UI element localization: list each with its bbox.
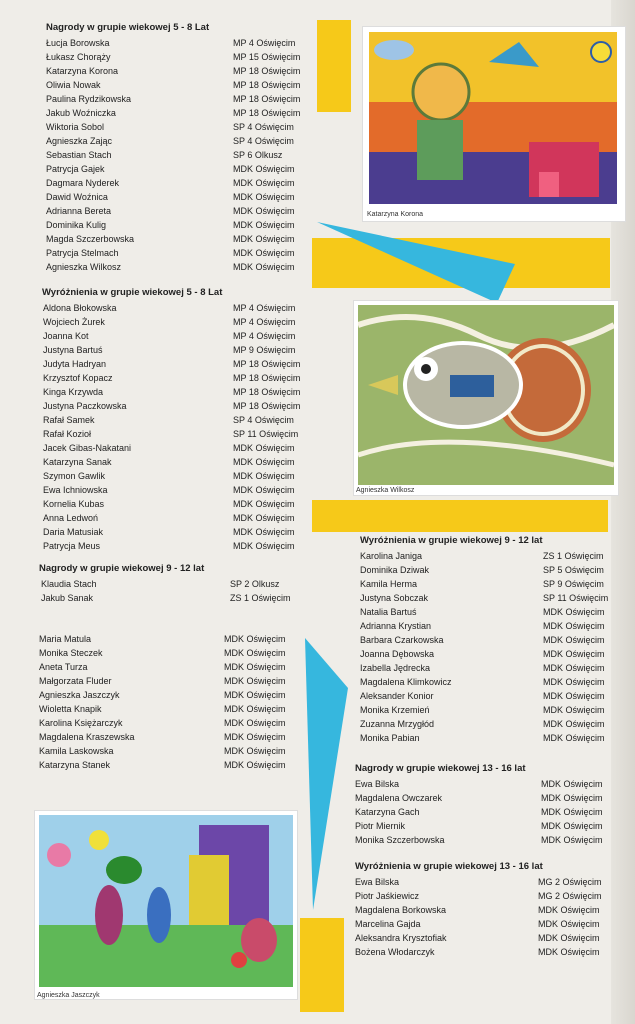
section-heading: Wyróżnienia w grupie wiekowej 9 - 12 lat xyxy=(360,535,543,546)
participant-name: Marcelina Gajda xyxy=(355,919,421,929)
photo-caption: Agnieszka Jaszczyk xyxy=(37,992,100,999)
participant-name: Wojciech Żurek xyxy=(43,317,105,327)
list-item xyxy=(40,204,310,218)
list-item xyxy=(38,702,308,716)
section-heading: Nagrody w grupie wiekowej 5 - 8 Lat xyxy=(46,22,210,33)
list-item xyxy=(40,50,310,64)
participant-name: Judyta Hadryan xyxy=(43,359,107,369)
school-name: MDK Oświęcim xyxy=(538,919,600,929)
participant-name: Agnieszka Jaszczyk xyxy=(39,690,120,700)
list-item xyxy=(38,660,308,674)
participant-name: Klaudia Stach xyxy=(41,579,97,589)
participant-name: Magdalena Kraszewska xyxy=(39,732,135,742)
awards-section-9-12-continued xyxy=(38,632,308,772)
list-item xyxy=(355,791,615,805)
school-name: MDK Oświęcim xyxy=(233,499,295,509)
school-name: MDK Oświęcim xyxy=(233,443,295,453)
school-name: MDK Oświęcim xyxy=(224,718,286,728)
participant-name: Wioletta Knapik xyxy=(39,704,102,714)
list-item xyxy=(38,730,308,744)
list-item xyxy=(355,777,615,791)
distinctions-section-5-8 xyxy=(40,287,310,553)
school-name: SP 6 Olkusz xyxy=(233,150,283,160)
participant-name: Aldona Błokowska xyxy=(43,303,117,313)
list-item xyxy=(38,688,308,702)
school-name: MDK Oświęcim xyxy=(233,527,295,537)
participant-name: Paulina Rydzikowska xyxy=(46,94,132,104)
list-item xyxy=(40,413,310,427)
school-name: MP 18 Oświęcim xyxy=(233,108,301,118)
school-name: SP 2 Olkusz xyxy=(230,579,280,589)
list-item xyxy=(358,619,618,633)
participant-name: Wiktoria Sobol xyxy=(46,122,105,132)
participant-name: Jacek Gibas-Nakatani xyxy=(43,443,132,453)
list-item xyxy=(40,106,310,120)
participant-name: Justyna Paczkowska xyxy=(43,401,127,411)
list-item xyxy=(358,549,618,563)
section-heading: Wyróżnienia w grupie wiekowej 13 - 16 lat xyxy=(355,861,543,872)
participant-name: Ewa Bilska xyxy=(355,779,400,789)
participant-name: Joanna Kot xyxy=(43,331,89,341)
school-name: MDK Oświęcim xyxy=(233,457,295,467)
participant-name: Piotr Miernik xyxy=(355,821,406,831)
participant-name: Piotr Jaśkiewicz xyxy=(355,891,420,901)
list-item xyxy=(40,78,310,92)
participant-name: Małgorzata Fluder xyxy=(39,676,112,686)
participant-name: Ewa Ichniowska xyxy=(43,485,108,495)
participant-name: Karolina Janiga xyxy=(360,551,423,561)
section-heading: Wyróżnienia w grupie wiekowej 5 - 8 Lat xyxy=(42,287,223,298)
school-name: MDK Oświęcim xyxy=(541,779,603,789)
school-name: MDK Oświęcim xyxy=(224,634,286,644)
list-item xyxy=(40,162,310,176)
list-item xyxy=(40,399,310,413)
participant-name: Dominika Kulig xyxy=(46,220,107,230)
school-name: MDK Oświęcim xyxy=(224,704,286,714)
list-item xyxy=(38,716,308,730)
participant-name: Oliwia Nowak xyxy=(46,80,101,90)
list-item xyxy=(40,577,310,591)
school-name: MDK Oświęcim xyxy=(538,933,600,943)
list-item xyxy=(40,511,310,525)
participant-name: Magdalena Klimkowicz xyxy=(360,677,452,687)
participant-name: Rafał Samek xyxy=(43,415,95,425)
list-item xyxy=(358,717,618,731)
school-name: ZS 1 Oświęcim xyxy=(230,593,291,603)
participant-name: Katarzyna Sanak xyxy=(43,457,112,467)
school-name: MDK Oświęcim xyxy=(233,485,295,495)
school-name: MDK Oświęcim xyxy=(224,760,286,770)
participant-name: Kamila Herma xyxy=(360,579,418,589)
list-item xyxy=(358,661,618,675)
school-name: MDK Oświęcim xyxy=(224,746,286,756)
list-item xyxy=(358,689,618,703)
list-item xyxy=(355,819,615,833)
school-name: MDK Oświęcim xyxy=(233,541,295,551)
school-name: MP 18 Oświęcim xyxy=(233,387,301,397)
school-name: MDK Oświęcim xyxy=(224,732,286,742)
school-name: SP 4 Oświęcim xyxy=(233,122,294,132)
school-name: MDK Oświęcim xyxy=(224,676,286,686)
school-name: MDK Oświęcim xyxy=(541,793,603,803)
participant-name: Agnieszka Wilkosz xyxy=(46,262,122,272)
artwork-photo xyxy=(35,811,297,999)
list-item xyxy=(38,646,308,660)
list-item xyxy=(40,301,310,315)
list-item xyxy=(358,633,618,647)
participant-name: Adrianna Krystian xyxy=(360,621,432,631)
list-item xyxy=(38,758,308,772)
school-name: SP 11 Oświęcim xyxy=(233,429,299,439)
school-name: MDK Oświęcim xyxy=(543,607,605,617)
list-item xyxy=(40,441,310,455)
list-item xyxy=(40,469,310,483)
school-name: MG 2 Oświęcim xyxy=(538,877,602,887)
child-painting-image xyxy=(358,305,614,485)
list-item xyxy=(40,357,310,371)
participant-name: Jakub Woźniczka xyxy=(46,108,116,118)
school-name: MDK Oświęcim xyxy=(224,662,286,672)
school-name: SP 11 Oświęcim xyxy=(543,593,609,603)
list-item xyxy=(355,833,615,847)
participant-name: Łucja Borowska xyxy=(46,38,110,48)
participant-name: Daria Matusiak xyxy=(43,527,104,537)
list-item xyxy=(40,329,310,343)
participant-name: Łukasz Chorąży xyxy=(46,52,111,62)
artwork-photo xyxy=(363,27,625,221)
list-item xyxy=(358,703,618,717)
list-item xyxy=(358,563,618,577)
child-painting-image xyxy=(39,815,293,987)
list-item xyxy=(355,931,615,945)
list-item xyxy=(40,36,310,50)
list-item xyxy=(38,674,308,688)
list-item xyxy=(358,731,618,745)
participant-name: Dawid Woźnica xyxy=(46,192,108,202)
list-item xyxy=(40,120,310,134)
list-item xyxy=(40,315,310,329)
participant-name: Magda Szczerbowska xyxy=(46,234,135,244)
school-name: MP 4 Oświęcim xyxy=(233,331,296,341)
participant-name: Monika Szczerbowska xyxy=(355,835,445,845)
list-item xyxy=(355,889,615,903)
list-item xyxy=(358,647,618,661)
participant-name: Anna Ledwoń xyxy=(43,513,99,523)
participant-name: Patrycja Stelmach xyxy=(46,248,119,258)
school-name: MDK Oświęcim xyxy=(541,835,603,845)
list-item xyxy=(40,176,310,190)
school-name: MP 18 Oświęcim xyxy=(233,359,301,369)
school-name: MDK Oświęcim xyxy=(233,248,295,258)
participant-name: Barbara Czarkowska xyxy=(360,635,444,645)
participant-name: Krzysztof Kopacz xyxy=(43,373,113,383)
section-heading: Nagrody w grupie wiekowej 13 - 16 lat xyxy=(355,763,526,774)
list-item xyxy=(40,260,310,274)
school-name: MDK Oświęcim xyxy=(538,947,600,957)
school-name: SP 5 Oświęcim xyxy=(543,565,604,575)
participant-name: Katarzyna Gach xyxy=(355,807,420,817)
photo-caption: Agnieszka Wilkosz xyxy=(356,487,415,494)
school-name: MP 18 Oświęcim xyxy=(233,401,301,411)
participant-name: Adrianna Bereta xyxy=(46,206,112,216)
list-item xyxy=(40,371,310,385)
school-name: MDK Oświęcim xyxy=(233,471,295,481)
participant-name: Aleksandra Krysztofiak xyxy=(355,933,447,943)
participant-name: Aneta Turza xyxy=(39,662,88,672)
school-name: SP 9 Oświęcim xyxy=(543,579,604,589)
participant-name: Jakub Sanak xyxy=(41,593,94,603)
list-item xyxy=(40,232,310,246)
school-name: MDK Oświęcim xyxy=(543,719,605,729)
school-name: MP 18 Oświęcim xyxy=(233,94,301,104)
list-item xyxy=(38,632,308,646)
school-name: MDK Oświęcim xyxy=(233,220,295,230)
school-name: MDK Oświęcim xyxy=(224,690,286,700)
school-name: MDK Oświęcim xyxy=(233,178,295,188)
school-name: MG 2 Oświęcim xyxy=(538,891,602,901)
list-item xyxy=(40,190,310,204)
school-name: MDK Oświęcim xyxy=(541,821,603,831)
participant-name: Kornelia Kubas xyxy=(43,499,105,509)
participant-name: Natalia Bartuś xyxy=(360,607,417,617)
list-item xyxy=(40,539,310,553)
participant-name: Dagmara Nyderek xyxy=(46,178,120,188)
list-item xyxy=(358,577,618,591)
distinctions-section-13-16 xyxy=(355,861,615,959)
participant-name: Magdalena Borkowska xyxy=(355,905,447,915)
list-item xyxy=(40,343,310,357)
school-name: MP 18 Oświęcim xyxy=(233,66,301,76)
list-item xyxy=(355,917,615,931)
school-name: MDK Oświęcim xyxy=(543,691,605,701)
participant-name: Maria Matula xyxy=(39,634,92,644)
school-name: SP 4 Oświęcim xyxy=(233,415,294,425)
participant-name: Kamila Laskowska xyxy=(39,746,114,756)
participant-name: Patrycja Gajek xyxy=(46,164,105,174)
list-item xyxy=(40,92,310,106)
distinctions-section-9-12 xyxy=(358,535,618,745)
participant-name: Bożena Włodarczyk xyxy=(355,947,435,957)
participant-name: Magdalena Owczarek xyxy=(355,793,443,803)
participant-name: Justyna Sobczak xyxy=(360,593,429,603)
participant-name: Monika Krzemień xyxy=(360,705,430,715)
participant-name: Justyna Bartuś xyxy=(43,345,103,355)
school-name: MDK Oświęcim xyxy=(538,905,600,915)
list-item xyxy=(40,246,310,260)
participant-name: Szymon Gawlik xyxy=(43,471,106,481)
participant-name: Agnieszka Zając xyxy=(46,136,113,146)
awards-section-5-8 xyxy=(40,22,310,274)
list-item xyxy=(40,134,310,148)
list-item xyxy=(358,675,618,689)
school-name: MDK Oświęcim xyxy=(543,621,605,631)
school-name: MDK Oświęcim xyxy=(541,807,603,817)
awards-section-9-12 xyxy=(40,563,310,605)
section-heading: Nagrody w grupie wiekowej 9 - 12 lat xyxy=(39,563,205,574)
participant-name: Aleksander Konior xyxy=(360,691,434,701)
school-name: SP 4 Oświęcim xyxy=(233,136,294,146)
school-name: MDK Oświęcim xyxy=(543,705,605,715)
school-name: MDK Oświęcim xyxy=(543,677,605,687)
school-name: MDK Oświęcim xyxy=(543,733,605,743)
list-item xyxy=(40,218,310,232)
participant-name: Rafał Kozioł xyxy=(43,429,92,439)
list-item xyxy=(40,525,310,539)
school-name: MDK Oświęcim xyxy=(233,206,295,216)
school-name: MP 4 Oświęcim xyxy=(233,38,296,48)
list-item xyxy=(40,483,310,497)
school-name: MP 4 Oświęcim xyxy=(233,303,296,313)
list-item xyxy=(355,945,615,959)
participant-name: Zuzanna Mrzygłód xyxy=(360,719,435,729)
school-name: MDK Oświęcim xyxy=(233,192,295,202)
school-name: MDK Oświęcim xyxy=(224,648,286,658)
list-item xyxy=(40,455,310,469)
list-item xyxy=(40,497,310,511)
participant-name: Kinga Krzywda xyxy=(43,387,104,397)
school-name: MDK Oświęcim xyxy=(543,663,605,673)
participant-name: Monika Steczek xyxy=(39,648,103,658)
photo-caption: Katarzyna Korona xyxy=(367,211,424,218)
list-item xyxy=(40,385,310,399)
school-name: MP 15 Oświęcim xyxy=(233,52,301,62)
school-name: MP 18 Oświęcim xyxy=(233,373,301,383)
list-item xyxy=(358,605,618,619)
list-item xyxy=(358,591,618,605)
list-item xyxy=(40,427,310,441)
awards-section-13-16 xyxy=(355,763,615,847)
school-name: MDK Oświęcim xyxy=(543,635,605,645)
participant-name: Dominika Dziwak xyxy=(360,565,430,575)
school-name: MDK Oświęcim xyxy=(543,649,605,659)
school-name: MP 4 Oświęcim xyxy=(233,317,296,327)
participant-name: Joanna Dębowska xyxy=(360,649,435,659)
list-item xyxy=(355,875,615,889)
school-name: MDK Oświęcim xyxy=(233,262,295,272)
school-name: MDK Oświęcim xyxy=(233,164,295,174)
participant-name: Katarzyna Korona xyxy=(46,66,119,76)
school-name: MDK Oświęcim xyxy=(233,234,295,244)
participant-name: Sebastian Stach xyxy=(46,150,112,160)
school-name: MDK Oświęcim xyxy=(233,513,295,523)
child-painting-image xyxy=(369,32,617,204)
list-item xyxy=(40,64,310,78)
participant-name: Patrycja Meus xyxy=(43,541,101,551)
school-name: MP 9 Oświęcim xyxy=(233,345,296,355)
school-name: MP 18 Oświęcim xyxy=(233,80,301,90)
school-name: ZS 1 Oświęcim xyxy=(543,551,604,561)
participant-name: Monika Pabian xyxy=(360,733,420,743)
participant-name: Ewa Bilska xyxy=(355,877,400,887)
participant-name: Katarzyna Stanek xyxy=(39,760,111,770)
list-item xyxy=(38,744,308,758)
list-item xyxy=(40,591,310,605)
list-item xyxy=(355,903,615,917)
participant-name: Karolina Księżarczyk xyxy=(39,718,123,728)
participant-name: Izabella Jędrecka xyxy=(360,663,431,673)
list-item xyxy=(355,805,615,819)
list-item xyxy=(40,148,310,162)
artwork-photo xyxy=(354,301,618,495)
